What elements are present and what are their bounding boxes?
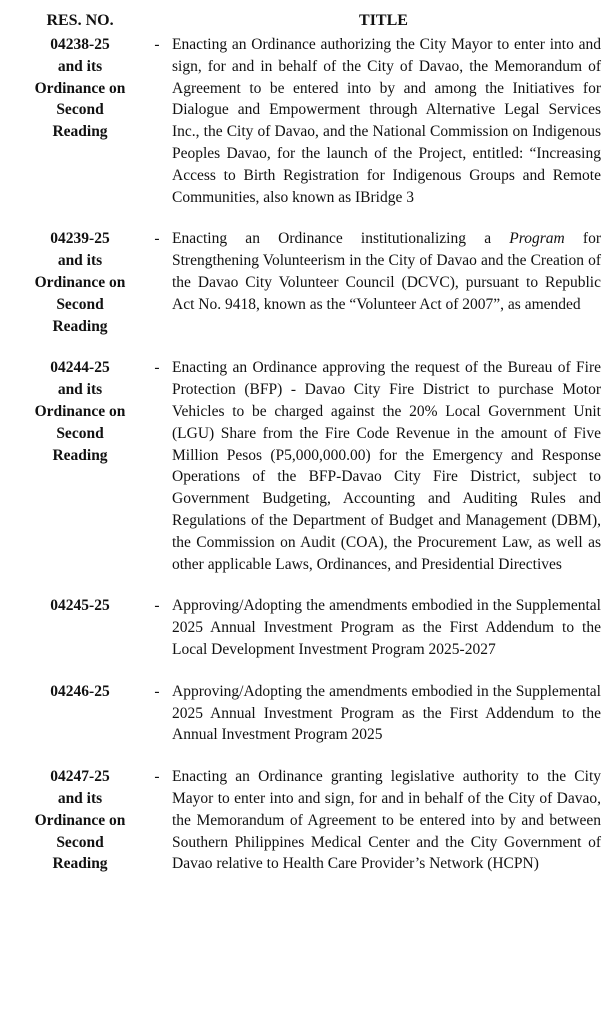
res-line: Reading: [52, 855, 108, 873]
resolution-title: Enacting an Ordinance granting legislative authority to the City Mayor to enter into and sign, for and in behalf of the City of Davao, the Memorandum of Agreement to be entered into by and between Southern Philippines Medical Center and the City Government of Davao relative to Health Care Provider’s Network (HCPN): [172, 768, 601, 873]
table-header: [18, 8, 603, 34]
title-header: TITLE: [359, 12, 408, 29]
resolution-entry: [18, 34, 603, 208]
res-line: Second: [56, 424, 104, 442]
resolution-number: [18, 766, 142, 875]
dash-separator: -: [154, 359, 160, 377]
res-line: 04246-25: [50, 682, 110, 700]
resolution-entry: [18, 681, 603, 746]
res-line: and its: [57, 57, 103, 75]
res-line: and its: [57, 789, 103, 807]
dash-separator: -: [154, 36, 160, 53]
res-line: 04239-25: [50, 230, 110, 248]
resolution-title: Enacting an Ordinance approving the request of the Bureau of Fire Protection (BFP) - Davao City Fire District to purchase Motor Vehicles to be charged against the 20% Local Government Unit (LGU) Share from the Fire Code Revenue in the amount of Five Million Pesos (P5,000,000.00) for the Emergency and Response Operations of the BFP-Davao City Fire District, subject to Government Budgeting, Accounting and Auditing Rules and Regulations of the Department of Budget and Management (DBM), the Commission on Audit (COA), the Procurement Law, as well as other applicable Laws, Ordinances, and Presidential Directives: [172, 359, 601, 573]
dash-separator: -: [154, 597, 160, 615]
res-line: 04244-25: [50, 359, 110, 377]
dash-separator: -: [154, 230, 160, 248]
resolution-entry: [18, 595, 603, 660]
res-line: and its: [57, 252, 103, 270]
res-line: 04247-25: [50, 768, 110, 786]
dash-separator: -: [154, 768, 160, 786]
res-line: Second: [56, 833, 104, 851]
res-line: Ordinance on: [34, 79, 126, 97]
res-line: Second: [56, 101, 104, 119]
resolution-title: Enacting an Ordinance authorizing the City Mayor to enter into and sign, for and in behalf of the City of Davao, the Memorandum of Agreement to be entered into by and among the Initiatives for Dialogue and Empowerment through Alternative Legal Services Inc., the City of Davao, and the National Commission on Indigenous Peoples Davao, for the launch of the Project, entitled: “Increasing Access to Birth Registration for Indigenous Groups and Remote Communities, also known as IBridge 3: [172, 36, 601, 206]
resolution-title: Approving/Adopting the amendments embodied in the Supplemental 2025 Annual Investment Program as the First Addendum to the Annual Investment Program 2025: [172, 682, 601, 744]
resolution-entry: [18, 357, 603, 575]
res-line: Second: [56, 295, 104, 313]
title-text: Enacting an Ordinance institutionalizing a: [172, 230, 510, 248]
title-emphasis: Program: [509, 230, 565, 248]
res-line: 04245-25: [50, 597, 110, 615]
resolution-number: [18, 34, 142, 143]
resolution-title: [172, 228, 603, 315]
dash-separator: -: [154, 682, 160, 700]
resolution-number: [18, 228, 142, 337]
title-text: for Strengthening Volunteerism in the City of Davao and the Creation of the Davao City Volunteer Council (DCVC), pursuant to Republic Act No. 9418, known as the “Volunteer Act of 2007”, as amended: [172, 230, 601, 313]
res-line: Ordinance on: [34, 402, 126, 420]
resolution-number: [18, 681, 142, 703]
resolution-number: [18, 595, 142, 617]
res-line: Ordinance on: [34, 273, 126, 291]
res-line: Reading: [52, 317, 108, 335]
res-line: Ordinance on: [34, 811, 126, 829]
res-line: Reading: [52, 123, 108, 141]
res-line: 04238-25: [50, 36, 110, 53]
resolution-number: [18, 357, 142, 466]
res-line: and its: [57, 381, 103, 399]
resolution-entry: [18, 766, 603, 875]
res-line: Reading: [52, 446, 108, 464]
resolution-title: Approving/Adopting the amendments embodied in the Supplemental 2025 Annual Investment Program as the First Addendum to the Local Development Investment Program 2025-2027: [172, 597, 601, 658]
res-no-header: RES. NO.: [46, 12, 114, 29]
resolution-entry: [18, 228, 603, 337]
